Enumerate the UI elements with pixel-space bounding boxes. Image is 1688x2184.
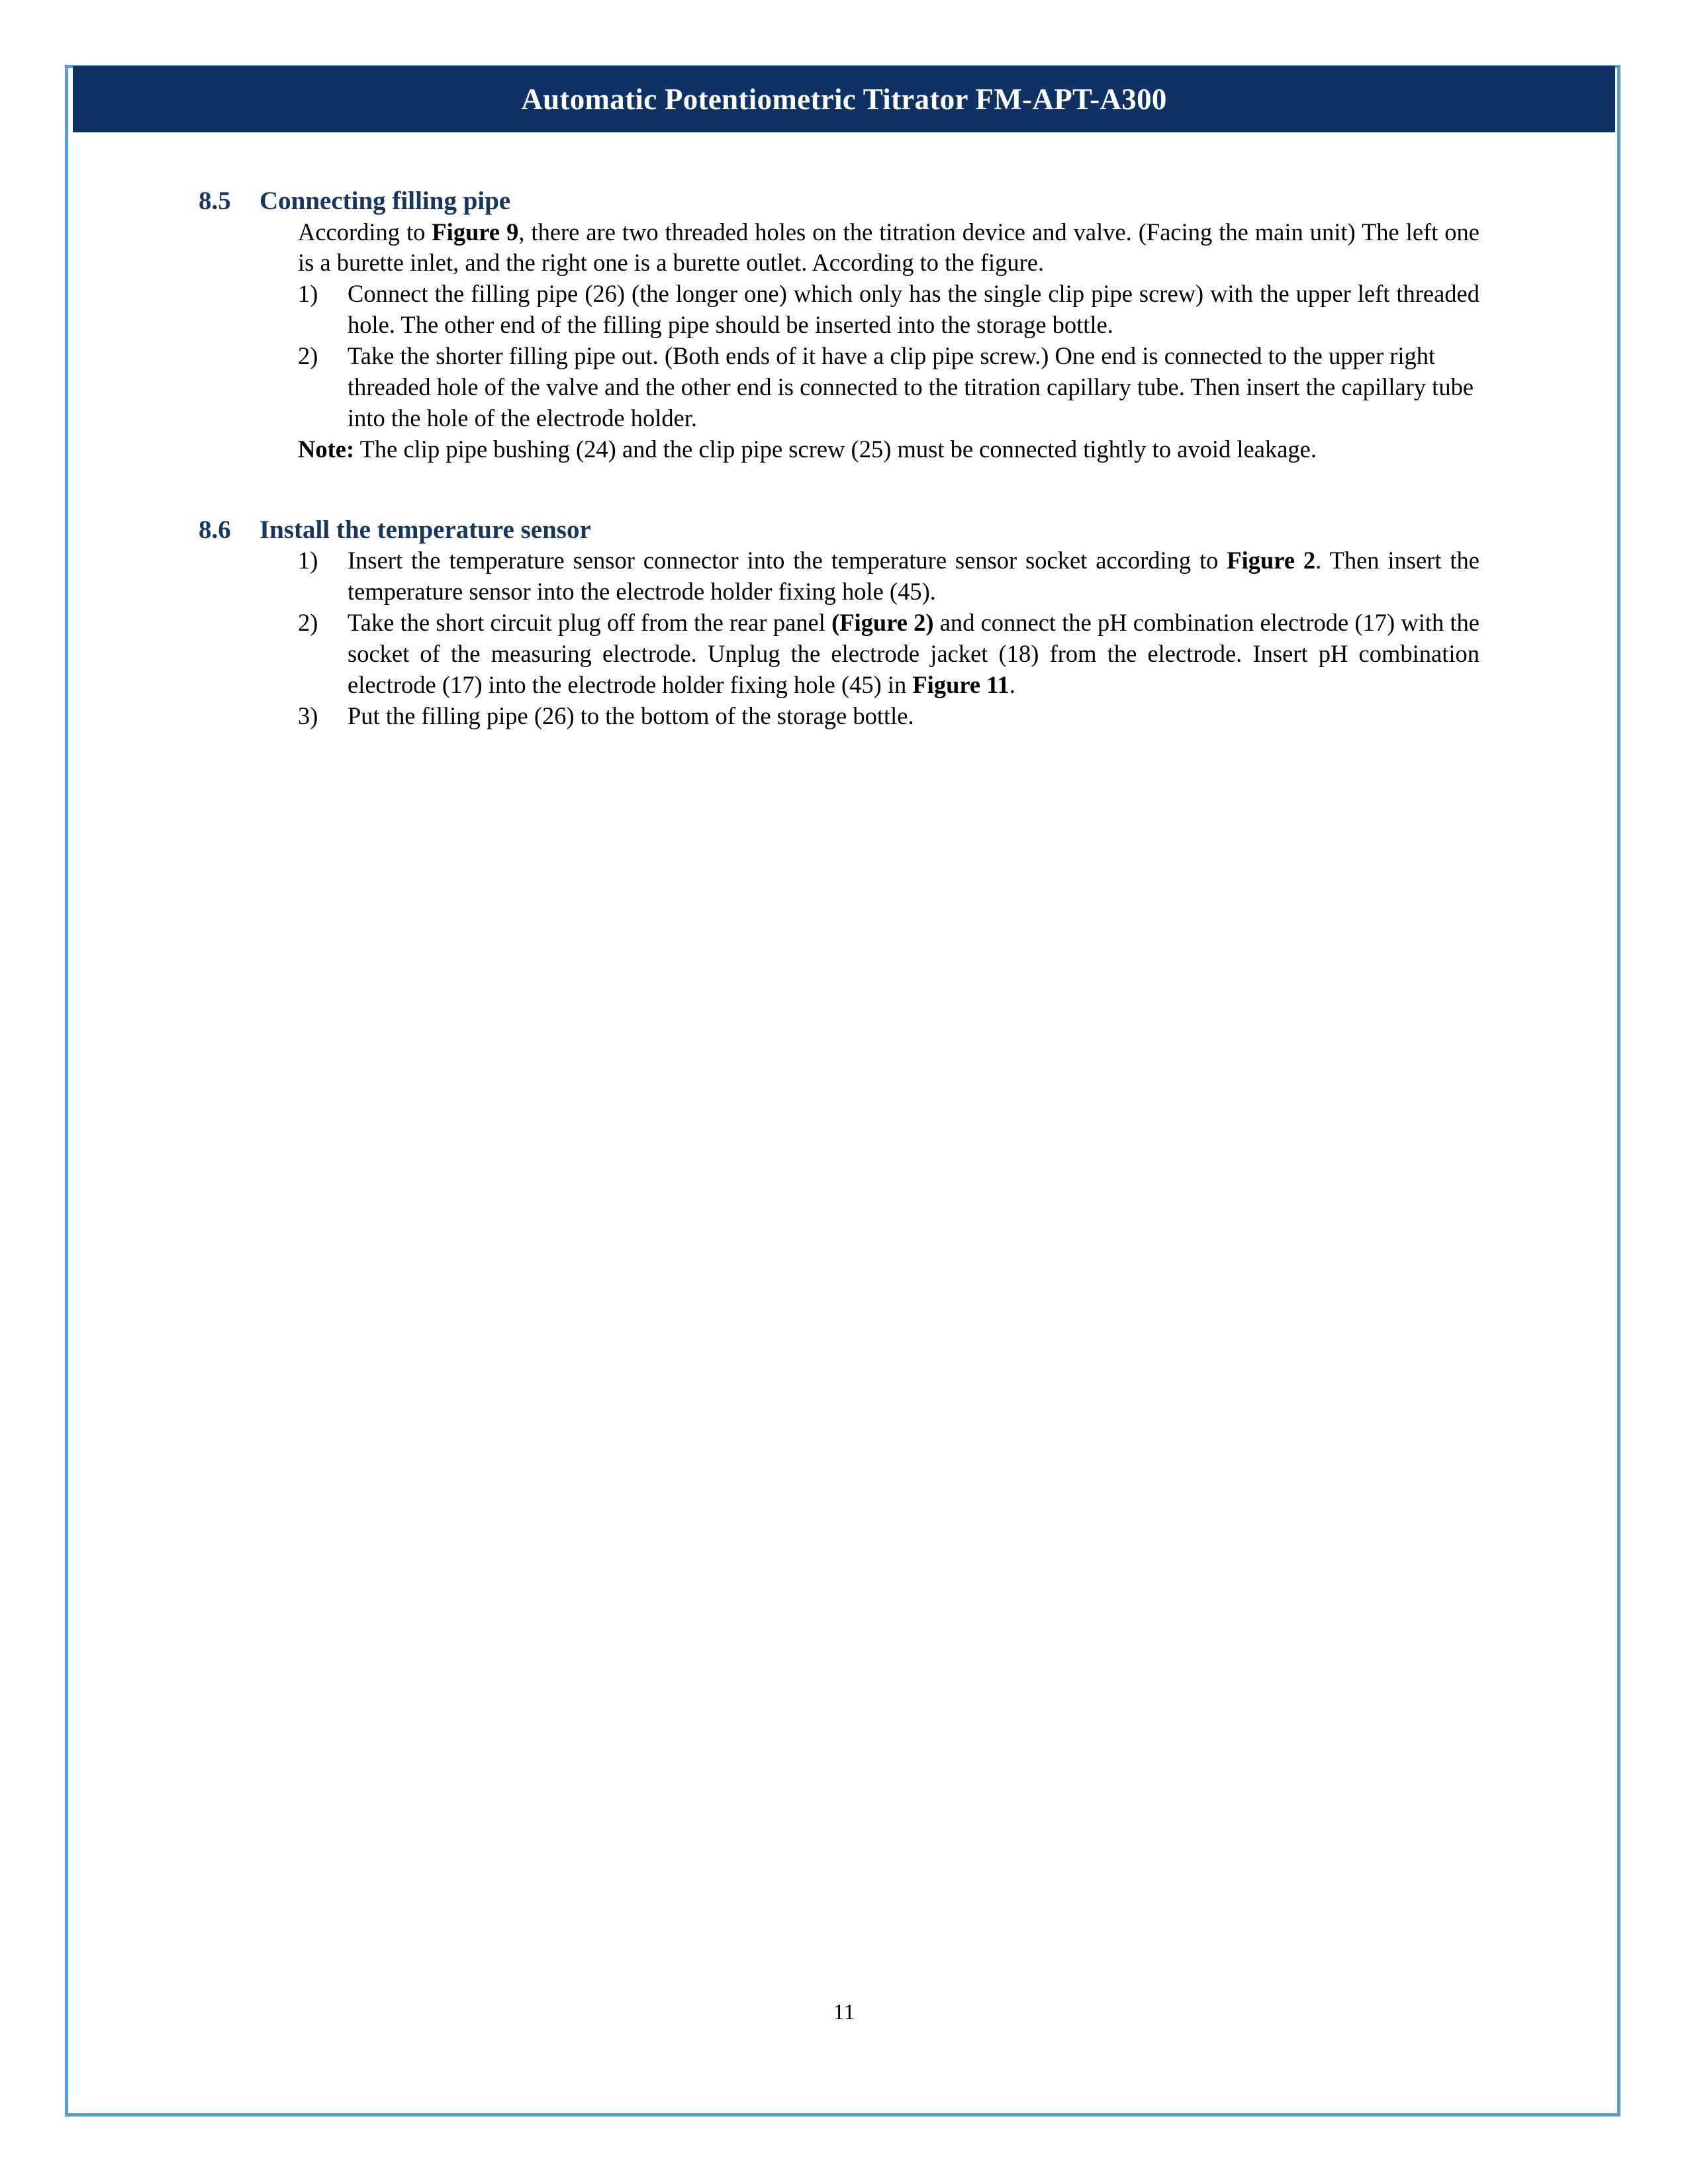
section-8-5-number: 8.5 [199, 187, 231, 215]
section-8-6 [199, 514, 1479, 732]
figure-reference-2: Figure 11 [912, 670, 1009, 698]
list-item-text [348, 608, 1479, 701]
list-item-text-part1: Insert the temperature sensor connector into the temperature sensor socket according to [348, 547, 1227, 574]
section-8-5-note [199, 434, 1479, 465]
list-item-text-part1: Take the short circuit plug off from the rear panel [348, 609, 832, 637]
section-8-5-list [199, 279, 1479, 433]
note-label: Note: [298, 435, 355, 463]
list-item [298, 608, 1479, 701]
list-item-text: Take the shorter filling pipe out. (Both ends of it have a clip pipe screw.) One end is connected to the upper right threaded hole of the valve and the other end is connected to the titration capillary tube. Then insert the capillary tube into the hole of the electrode holder. [348, 342, 1474, 432]
document-title: Automatic Potentiometric Titrator FM-APT-A300 [521, 82, 1167, 116]
list-item-text: Connect the filling pipe (26) (the longer one) which only has the single clip pipe screw) with the upper left threaded hole. The other end of the filling pipe should be inserted into the storage bottle. [348, 280, 1479, 339]
section-8-6-number: 8.6 [199, 515, 231, 544]
list-item-text: Put the filling pipe (26) to the bottom of the storage bottle. [348, 702, 914, 729]
intro-figure-reference: Figure 9 [432, 218, 519, 246]
section-8-6-heading [199, 514, 1479, 546]
page-number: 11 [833, 2000, 855, 2025]
document-content [199, 185, 1479, 732]
list-item-text-part2: and connect the pH combination electrode (17) with the socket of the measuring electrode. Unplug the electrode jacket (18) from the electrode. Insert pH combination electrode (17) into the electrode holder fixing hole (45) in [348, 609, 1479, 698]
figure-reference: (Figure 2) [831, 609, 934, 637]
intro-text-after: , there are two threaded holes on the titration device and valve. (Facing the main unit) The left one is a burette inlet, and the right one is a burette outlet. According to the figure. [298, 218, 1480, 277]
list-item-marker: 3) [298, 702, 318, 729]
list-item-marker: 2) [298, 342, 318, 370]
list-item [298, 341, 1479, 434]
list-item [298, 701, 1479, 732]
section-8-5-heading [199, 185, 1479, 217]
list-item-text-part3: . [1009, 670, 1015, 698]
figure-reference: Figure 2 [1227, 547, 1316, 574]
list-item-marker: 2) [298, 609, 318, 637]
list-item [298, 279, 1479, 341]
intro-text-before: According to [298, 218, 432, 246]
list-item-marker: 1) [298, 547, 318, 574]
note-text: The clip pipe bushing (24) and the clip pipe screw (25) must be connected tightly to avoid leakage. [354, 435, 1317, 463]
document-header-banner [73, 66, 1615, 132]
section-8-5 [199, 185, 1479, 465]
list-item-text [348, 545, 1479, 608]
list-item [298, 545, 1479, 608]
section-8-6-title: Install the temperature sensor [259, 515, 591, 544]
list-item-text-part2: . Then insert the temperature sensor into the electrode holder fixing hole (45). [348, 547, 1479, 606]
section-8-5-intro-paragraph [199, 217, 1479, 279]
section-spacer [199, 465, 1479, 514]
list-item-marker: 1) [298, 280, 318, 308]
section-8-6-list [199, 545, 1479, 731]
section-8-5-title: Connecting filling pipe [259, 187, 511, 215]
